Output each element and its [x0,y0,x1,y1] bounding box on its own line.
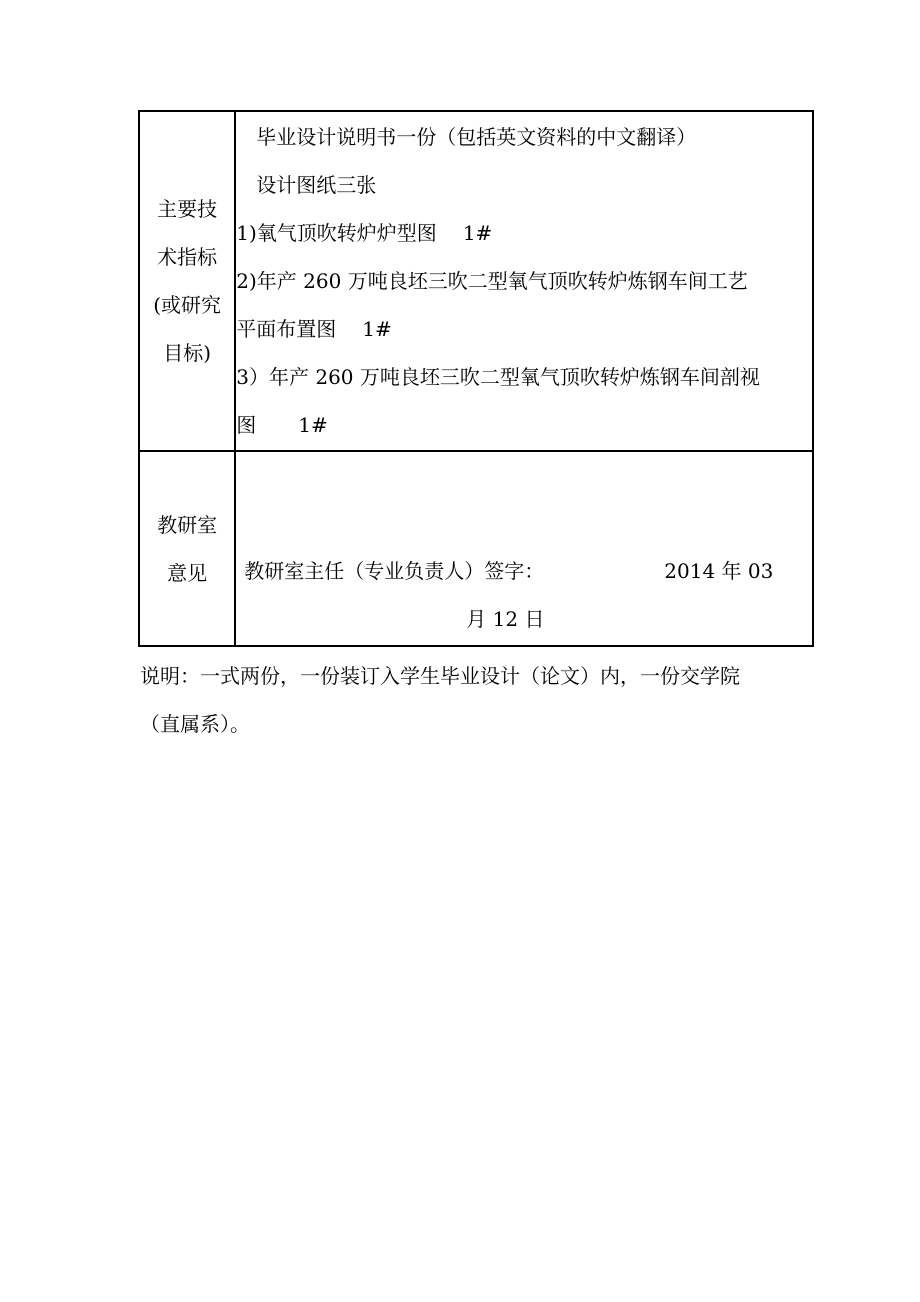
drawing-item-1: 1)氧气顶吹转炉炉型图 [236,221,437,245]
opinion-label [139,451,235,646]
label-line: 目标) [163,341,212,365]
sheet-mark: 1# [298,413,328,437]
label-line: 主要技 [157,197,218,221]
task-form-table [138,110,814,647]
sheet-mark: 1# [462,221,493,245]
footnote-line: （直属系）。 [140,712,250,736]
drawing-item-2-cont: 平面布置图 [236,317,337,341]
signature-label: 教研室主任（专业负责人）签字： [244,559,545,583]
label-line: 术指标 [157,245,218,269]
content-line [236,401,812,449]
footnote-line: 说明：一式两份，一份装订入学生毕业设计（论文）内，一份交学院 [140,664,740,688]
content-line: 3）年产 260 万吨良坯三吹二型氧气顶吹转炉炼钢车间剖视 [236,365,760,389]
label-line: 教研室 [157,512,218,537]
content-line: 设计图纸三张 [256,173,377,197]
content-line: 2)年产 260 万吨良坯三吹二型氧气顶吹转炉炼钢车间工艺 [236,269,748,293]
footnote [140,652,800,748]
date-day: 月 12 日 [466,607,545,631]
tech-indicators-row [139,111,813,451]
content-line [236,305,812,353]
opinion-row [139,451,813,646]
opinion-content [235,451,813,646]
label-line: (或研究 [153,293,222,317]
label-line: 意见 [167,560,208,585]
tech-indicators-content [235,111,813,451]
content-line [236,209,812,257]
drawing-item-3-cont: 图 [236,413,257,437]
date-year-month: 2014 年 03 [664,559,774,583]
sheet-mark: 1# [362,317,392,341]
content-line: 毕业设计说明书一份（包括英文资料的中文翻译） [256,125,697,149]
tech-indicators-label [139,111,235,451]
